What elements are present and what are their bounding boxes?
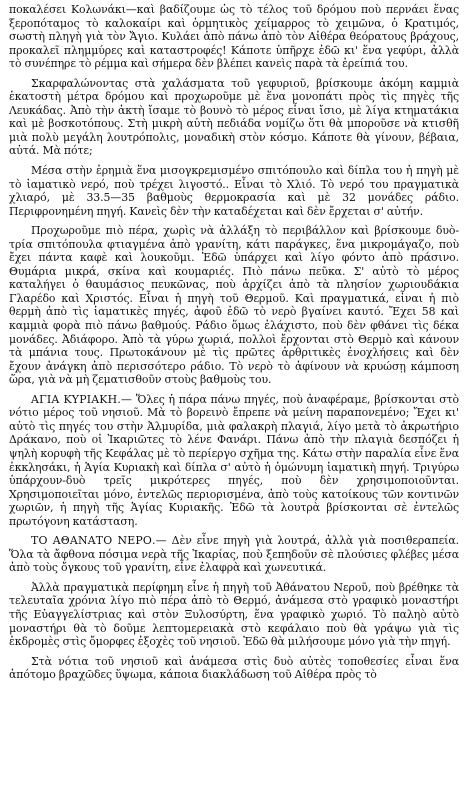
paragraph-2: Σκαρφαλώνοντας στὰ χαλάσματα τοῦ γεφυριοῦ, βρίσκουμε ἀκόμη καμμιὰ ἑκατοστὴ μέτρα δρόμου καὶ προχωροῦμε μὲ ἕνα μονοπάτι πρὸς τὶς πηγὲς τῆς Λευκάδας. Ἀπὸ τὴν ἀκτὴ ἴσαμε τὸ βουνὸ τὸ μέρος εἶναι ἴσιο, μὲ λίγα κτηματάκια καὶ μὲ βοσκοτόπους. Στὴ μικρὴ αὐτὴ πεδιάδα νομίζω ὅτι θὰ μποροῦσε νὰ κτισθῆ μιὰ πολὺ μεγάλη λουτρόπολις, μοναδικὴ στὸν κόσμο. Κάποτε θὰ γίνουν, βέβαια, αὐτά. Μὰ πότε; (9, 76, 459, 158)
paragraph-5 (9, 393, 459, 528)
paragraph-3: Μέσα στὴν ἐρημιὰ ἕνα μισογκρεμισμένο σπιτόπουλο καὶ δίπλα του ἡ πηγὴ μὲ τὸ ἰαματικὸ νερό, ποὺ τρέχει λιγοστό.. Εἶναι τὸ Χλιό. Τὸ νερό του πραγματικὰ χλιαρό, μὲ 33.5—35 βαθμοὺς θερμοκρασία καὶ μὲ 32 μονάδες ράδιο. Περιφρονημένη πηγή. Κανεὶς δὲν τὴν καταδέχεται καὶ δὲν ἔρχεται σ' αὐτήν. (9, 164, 459, 218)
section-heading-agia-kyriaki: ΑΓΙΑ ΚΥΡΙΑΚΗ.— (31, 392, 133, 406)
paragraph-7: Ἀλλὰ πραγματικὰ περίφημη εἶνε ἡ πηγὴ τοῦ Ἀθάνατου Νεροῦ, ποὺ βρέθηκε τὰ τελευταῖα χρόνια λίγο πιὸ πέρα ἀπὸ τὸ Θερμό, ἀνάμεσα στὸ γραφικὸ μοναστήρι τῆς Εὐαγγελίστριας καὶ στὸν Ξυλοσύρτη, ἕνα γραφικὸ χωριό. Τὸ παληὸ αὐτὸ μοναστήρι θὰ τὸ δοῦμε λεπτομερειακὰ στὸ κεφάλαιο ποὺ θὰ γράψω γιὰ τὶς ἐκδρομὲς στὶς ὄμορφες ἐξοχὲς τοῦ νησιοῦ. Ἐδῶ θὰ μιλήσουμε μόνο γιὰ τὴν πηγή. (9, 580, 459, 649)
paragraph-4: Προχωροῦμε πιὸ πέρα, χωρὶς νὰ ἀλλάξη τὸ περιβάλλον καὶ βρίσκουμε δυὸ-τρία σπιτόπουλα φτιαγμένα ἀπὸ γρανίτη, κάτι παράγκες, ἕνα μικρομάγαζο, ποὺ ἔχει πάντα καφὲ καὶ λουκοῦμι. Ἐδῶ ὑπάρχει καὶ λίγο φόντο ἀπὸ πράσινο. Θυμάρια μικρά, σκίνα καὶ κουμαριές. Πιὸ πάνω πεῦκα. Σ' αὐτὸ τὸ μέρος καταλήγει ὁ θαυμάσιος πευκῶνας, ποὺ ἀρχίζει ἀπὸ τὰ πλησίον χωριουδάκια Γλαρέδο καὶ Χριστός. Εἶναι ἡ πηγὴ τοῦ Θερμοῦ. Καὶ πραγματικά, εἶναι ἡ πιὸ θερμὴ ἀπὸ τὶς ἰαματικὲς πηγές, ἀφοῦ ἐδῶ τὸ νερὸ βγαίνει καυτό. Ἔχει 58 καὶ καμμιὰ φορὰ πιὸ πάνω βαθμούς. Ράδιο ὅμως ἐλάχιστο, ποὺ δὲν φθάνει τὶς δέκα μονάδες. Ἀδιάφορο. Ἀπὸ τὰ γύρω χωριά, πολλοὶ ἔρχονται στὸ Θερμὸ καὶ κάνουν τὰ μπάνια τους. Πρωτοκάνουν μὲ τὶς πρῶτες ἀρθριτικὲς ἐνοχλήσεις καὶ δὲν ἔχουν ἀνάγκη ἀπὸ περισσότερο ράδιο. Τὸ νερὸ τὸ ἀφίνουν νὰ κρυώσῃ κάμποση ὥρα, γιὰ νὰ μὴ ζεματισθοῦν στοὺς βαθμοὺς του. (9, 224, 459, 387)
paragraph-6 (9, 534, 459, 575)
paragraph-5-body: Ὅλες ἡ πάρα πάνω πηγές, ποὺ ἀναφέραμε, βρίσκονται στὸ νότιο μέρος τοῦ νησιοῦ. Μὰ τὸ βορεινὸ ἔπρεπε νὰ μείνη παραπονεμένο; Ἔχει κι' αὐτὸ τὶς πηγές του στὴν Ἀλμυρίδα, μιὰ φαλακρὴ πλαγιά, λίγο μετὰ τὸ ἀκρωτήριο Δράκανο, ποὺ οἱ Ἰκαριῶτες τὸ λένε Φανάρι. Πάνω ἀπὸ τὴν πλαγιὰ δεσπόζει ἡ ψηλὴ κορυφὴ τῆς Κεφάλας μὲ τὸ περίεργο σχῆμα της. Κάτω στὴν παραλία εἶνε ἕνα ἐκκλησάκι, ἡ Ἁγία Κυριακὴ καὶ δίπλα σ' αὐτὸ ἡ ὁμώνυμη ἰαματικὴ πηγή. Τριγύρω ὑπάρχουν-δυὸ τρεῖς μικρότερες πηγές, ποὺ δὲν χρησιμοποιοῦνται. Χρησιμοποιεῖται μόνο, ἐντελῶς περιορισμένα, ἀπὸ τοὺς κατοίκους τῶν κοντινῶν χωριῶν, ἡ πηγὴ τῆς Ἁγίας Κυριακῆς. Ἐδῶ τὰ λουτρὰ βρίσκονται σὲ ἐντελῶς πρωτόγονη κατάσταση. (9, 392, 460, 528)
paragraph-1: ποκαλέσει Κολωνάκι—καὶ βαδίζουμε ὡς τὸ τέλος τοῦ δρόμου ποὺ περνάει ἕνας ξεροπόταμος τὸ καλοκαίρι καὶ ὁρμητικὸς χείμαρρος τὸ χειμῶνα, ὁ Κρατιμός, σωστὴ πληγὴ γιὰ τὸν Ἄγιο. Κυλάει ἀπὸ πάνω ἀπὸ τὸν Αἰθέρα θεόρατους βράχους, προκαλεῖ πλημμύρες καὶ καταστροφές! Κάποτε ὑπῆρχε ἐδῶ κι' ἕνα γεφύρι, ἀλλὰ τὸ συνέπηρε τὸ ρέμμα καὶ σήμερα δὲν βλέπει κανεὶς παρὰ τὰ ἐρείπιά του. (9, 3, 459, 71)
paragraph-8: Στὰ νότια τοῦ νησιοῦ καὶ ἀνάμεσα στὶς δυὸ αὐτὲς τοποθεσίες εἶναι ἕνα ἀπότομο βραχῶδες ὕψωμα, κάποια διακλάδωση τοῦ Αἰθέρα πρὸς τὸ (9, 654, 459, 682)
paragraph-6-body: Δὲν εἶνε πηγὴ γιὰ λουτρά, ἀλλὰ γιὰ ποσιθεραπεία. Ὅλα τὰ ἄφθονα πόσιμα νερὰ τῆς Ἰκαρίας, ποὺ ξεπηδοῦν σὲ πλούσιες φλέβες μέσα ἀπὸ τοὺς ὄγκους τοῦ γρανίτη, εἶνε ἐλαφρὰ καὶ χωνευτικά. (9, 534, 459, 575)
section-heading-athanato-nero: ΤΟ ΑΘΑΝΑΤΟ ΝΕΡΟ.— (31, 534, 167, 548)
